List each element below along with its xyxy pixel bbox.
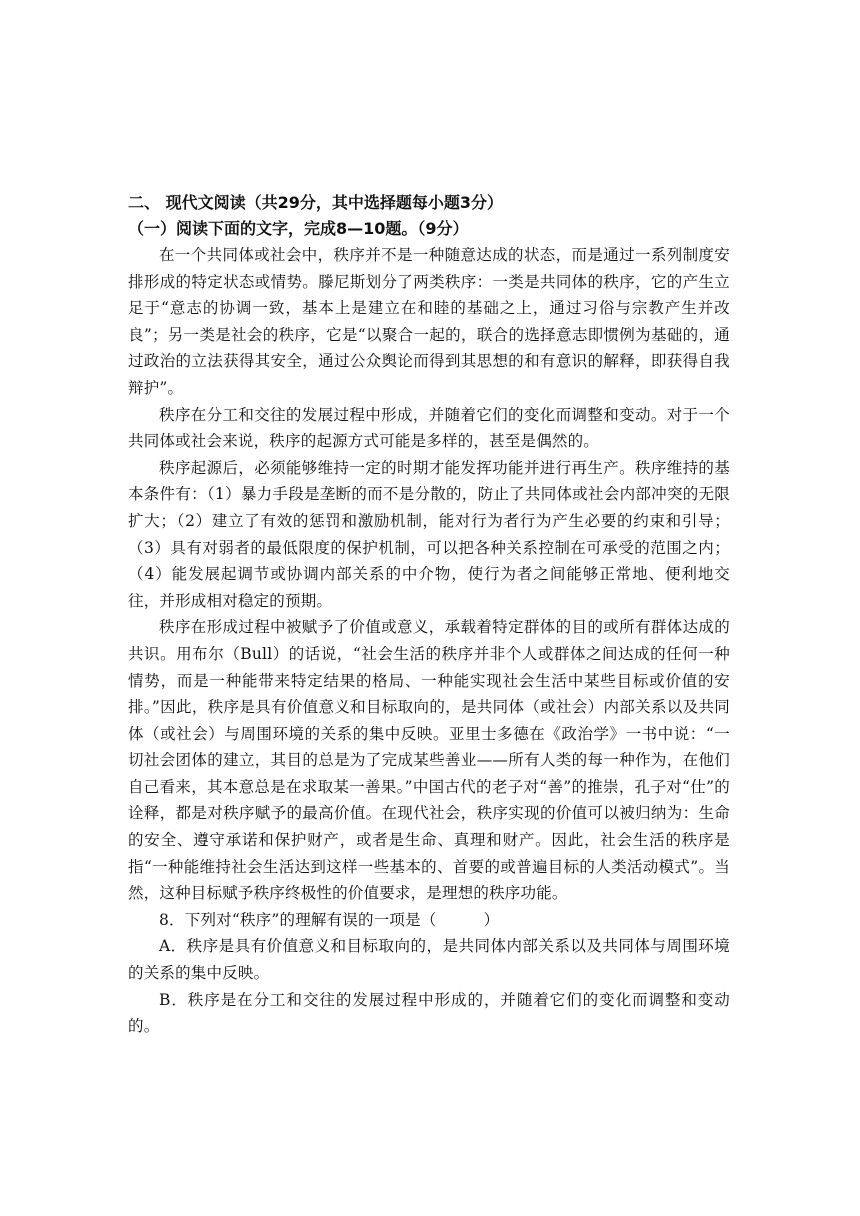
- subsection-heading: （一）阅读下面的文字，完成8—10题。（9分）: [128, 219, 469, 238]
- question-8: 8．下列对“秩序”的理解有误的一项是（ ）: [159, 910, 500, 929]
- paragraph-4: 秩序在形成过程中被赋予了价值或意义，承载着特定群体的目的或所有群体达成的共识。用布尔（Bull）的话说，“社会生活的秩序并非个人或群体之间达成的任何一种情势，而是一种能带来特定结果的格局、一种能实现社会生活中某些目标或价值的安排。”因此，秩序是具有价值意义和目标取向的，是共同体（或社会）内部关系以及共同体（或社会）与周围环境的关系的集中反映。亚里士多德在《政治学》一书中说：“一切社会团体的建立，其目的总是为了完成某些善业——所有人类的每一种作为，在他们自己看来，其本意总是在求取某一善果。”中国古代的老子对“善”的推崇，孔子对“仕”的诠释，都是对秩序赋予的最高价值。在现代社会，秩序实现的价值可以被归纳为：生命的安全、遵守承诺和保护财产，或者是生命、真理和财产。因此，社会生活的秩序是指“一种能维持社会生活达到这样一些基本的、首要的或普遍目标的人类活动模式”。当然，这种目标赋予秩序终极性的价值要求，是理想的秩序功能。: [128, 618, 730, 903]
- paragraph-1: 在一个共同体或社会中，秩序并不是一种随意达成的状态，而是通过一系列制度安排形成的特定状态或情势。滕尼斯划分了两类秩序：一类是共同体的秩序，它的产生立足于“意志的协调一致，基本上是建立在和睦的基础之上，通过习俗与宗教产生并改良”；另一类是社会的秩序，它是“以聚合一起的，联合的选择意志即惯例为基础的，通过政治的立法获得其安全，通过公众舆论而得到其思想的和有意识的解释，即获得自我辩护”。: [128, 246, 730, 397]
- paragraph-3: 秩序起源后，必须能够维持一定的时期才能发挥功能并进行再生产。秩序维持的基本条件有：（1）暴力手段是垄断的而不是分散的，防止了共同体或社会内部冲突的无限扩大；（2）建立了有效的惩罚和激励机制，能对行为者行为产生必要的约束和引导；（3）具有对弱者的最低限度的保护机制，可以把各种关系控制在可承受的范围之内；（4）能发展起调节或协调内部关系的中介物，使行为者之间能够正常地、便利地交往，并形成相对稳定的预期。: [128, 458, 730, 610]
- paragraph-2: 秩序在分工和交往的发展过程中形成，并随着它们的变化而调整和变动。对于一个共同体或社会来说，秩序的起源方式可能是多样的，甚至是偶然的。: [128, 405, 730, 451]
- document-body: [128, 190, 730, 1040]
- option-b: B．秩序是在分工和交往的发展过程中形成的，并随着它们的变化而调整和变动的。: [128, 990, 730, 1036]
- section-heading: 二、 现代文阅读（共29分，其中选择题每小题3分）: [128, 193, 503, 212]
- option-a: A．秩序是具有价值意义和目标取向的，是共同体内部关系以及共同体与周围环境的关系的集中反映。: [128, 937, 730, 983]
